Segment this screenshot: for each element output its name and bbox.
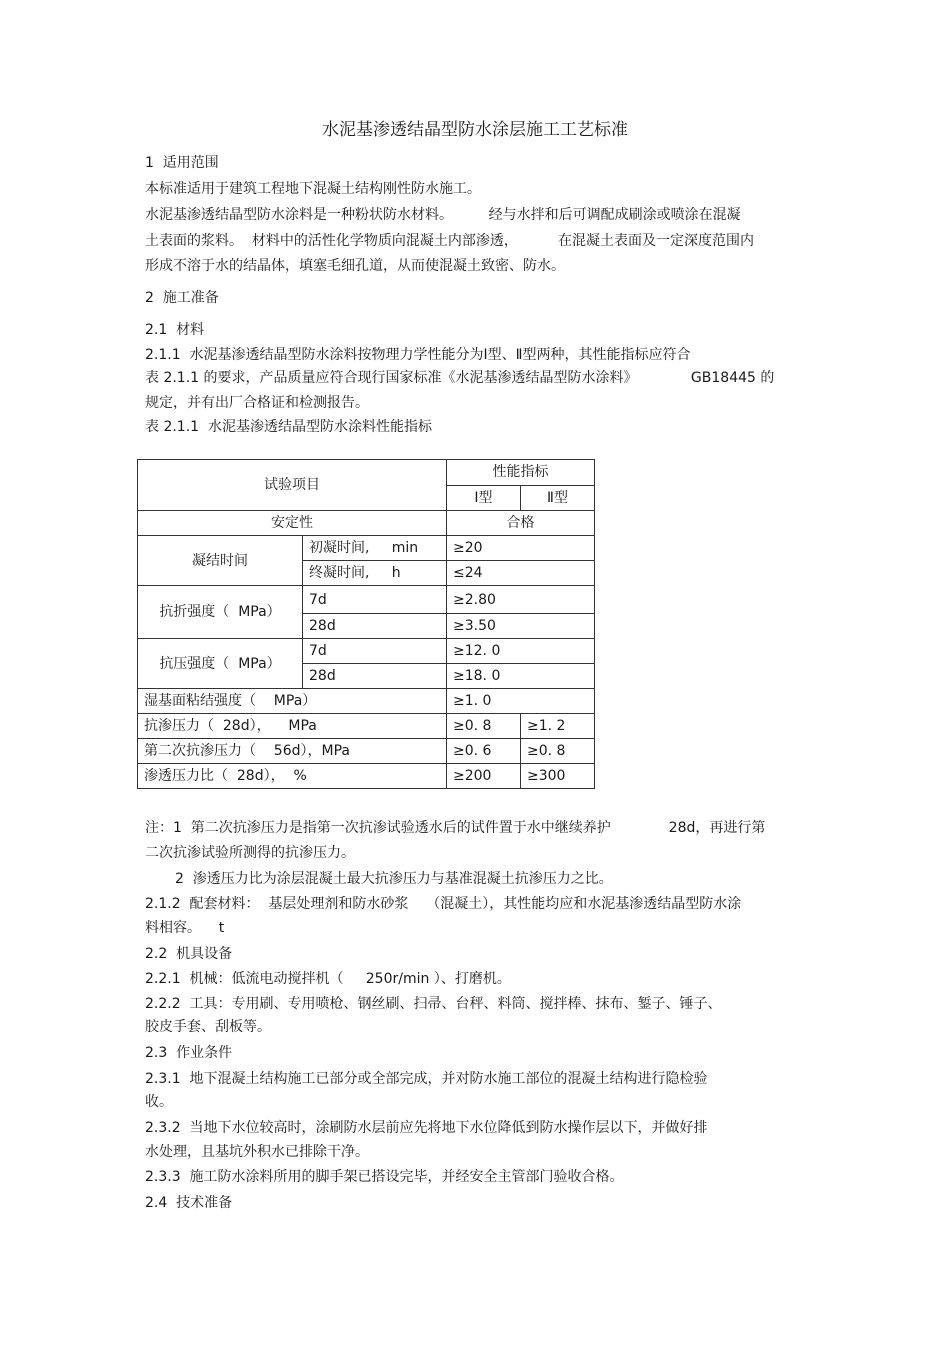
row-value: 合格 [447, 511, 595, 536]
row-name: 渗透压力比（ 28d）， % [138, 764, 447, 789]
paragraph-line: 2.2.1 机械：低流电动搅拌机（ 250r/min ）、打磨机。 [145, 971, 511, 987]
paragraph-line: 胶皮手套、刮板等。 [145, 1019, 271, 1035]
row-value: ≥18. 0 [447, 664, 595, 689]
paragraph-line: 2.3.2 当地下水位较高时，涂刷防水层前应先将地下水位降低到防水操作层以下，并做好排 [145, 1120, 708, 1136]
row-name: 第二次抗渗压力（ 56d），MPa [138, 739, 447, 764]
paragraph-line: 2.3.3 施工防水涂料所用的脚手架已搭设完毕，并经安全主管部门验收合格。 [145, 1169, 624, 1185]
row-name: 抗渗压力（ 28d）， MPa [138, 714, 447, 739]
row-name: 抗折强度（ MPa） [138, 586, 303, 639]
header-test-item: 试验项目 [138, 460, 447, 511]
paragraph-line: 2.3.1 地下混凝土结构施工已部分或全部完成，并对防水施工部位的混凝土结构进行隐检验 [145, 1071, 708, 1087]
row-subitem: 7d [303, 639, 447, 664]
section-heading: 2 施工准备 [145, 290, 219, 306]
performance-table [137, 459, 595, 789]
paragraph-line: 料相容。 t [145, 920, 225, 936]
row-value-type-2: ≥300 [521, 764, 595, 789]
paragraph-line: 收。 [145, 1094, 173, 1110]
row-value: ≥3.50 [447, 614, 595, 639]
row-subitem: 终凝时间, h [303, 561, 447, 586]
paragraph-line: 形成不溶于水的结晶体，填塞毛细孔道，从而使混凝土致密、防水。 [145, 258, 565, 274]
row-value-type-1: ≥0. 6 [447, 739, 521, 764]
header-performance: 性能指标 [447, 460, 595, 486]
subsection-heading: 2.1 材料 [145, 322, 205, 338]
paragraph-line: 2.2.2 工具：专用刷、专用喷枪、钢丝刷、扫帚、台秤、料筒、搅拌棒、抹布、錾子、锤子、 [145, 996, 722, 1012]
page-title: 水泥基渗透结晶型防水涂层施工工艺标准 [322, 120, 628, 140]
note-line: 2 渗透压力比为涂层混凝土最大抗渗压力与基准混凝土抗渗压力之比。 [175, 871, 613, 887]
row-value-type-1: ≥200 [447, 764, 521, 789]
note-line: 注：1 第二次抗渗压力是指第一次抗渗试验透水后的试件置于水中继续养护 28d，再进行第 [145, 820, 766, 836]
section-heading: 1 适用范围 [145, 155, 219, 171]
row-subitem: 28d [303, 664, 447, 689]
header-type-2: Ⅱ型 [521, 485, 595, 511]
subsection-heading: 2.4 技术准备 [145, 1195, 233, 1211]
subsection-heading: 2.2 机具设备 [145, 946, 233, 962]
row-name: 抗压强度（ MPa） [138, 639, 303, 689]
subsection-heading: 2.3 作业条件 [145, 1045, 233, 1061]
row-subitem: 28d [303, 614, 447, 639]
row-value: ≥1. 0 [447, 689, 595, 714]
row-value-type-2: ≥1. 2 [521, 714, 595, 739]
paragraph-line: 土表面的浆料。 材料中的活性化学物质向混凝土内部渗透， 在混凝土表面及一定深度范围内 [145, 233, 754, 249]
row-subitem: 7d [303, 586, 447, 614]
note-line: 二次抗渗试验所测得的抗渗压力。 [145, 845, 355, 861]
row-value: ≤24 [447, 561, 595, 586]
paragraph-line: 本标准适用于建筑工程地下混凝土结构刚性防水施工。 [145, 181, 481, 197]
paragraph-line: 水处理，且基坑外积水已排除干净。 [145, 1144, 369, 1160]
row-value: ≥20 [447, 536, 595, 561]
paragraph-line: 水泥基渗透结晶型防水涂料是一种粉状防水材料。 经与水拌和后可调配成刷涂或喷涂在混凝 [145, 207, 741, 223]
row-value-type-1: ≥0. 8 [447, 714, 521, 739]
header-type-1: Ⅰ型 [447, 485, 521, 511]
table-caption: 表 2.1.1 水泥基渗透结晶型防水涂料性能指标 [145, 419, 432, 435]
row-name: 安定性 [138, 511, 447, 536]
paragraph-line: 规定，并有出厂合格证和检测报告。 [145, 395, 369, 411]
row-value: ≥2.80 [447, 586, 595, 614]
row-name: 凝结时间 [138, 536, 303, 586]
row-value-type-2: ≥0. 8 [521, 739, 595, 764]
row-subitem: 初凝时间, min [303, 536, 447, 561]
paragraph-line: 2.1.1 水泥基渗透结晶型防水涂料按物理力学性能分为Ⅰ型、Ⅱ型两种，其性能指标应符合 [145, 347, 691, 363]
row-value: ≥12. 0 [447, 639, 595, 664]
row-name: 湿基面粘结强度（ MPa） [138, 689, 447, 714]
paragraph-line: 表 2.1.1 的要求，产品质量应符合现行国家标准《水泥基渗透结晶型防水涂料》 GB18445 的 [145, 370, 775, 386]
paragraph-line: 2.1.2 配套材料： 基层处理剂和防水砂浆 （混凝土），其性能均应和水泥基渗透结晶型防水涂 [145, 896, 742, 912]
